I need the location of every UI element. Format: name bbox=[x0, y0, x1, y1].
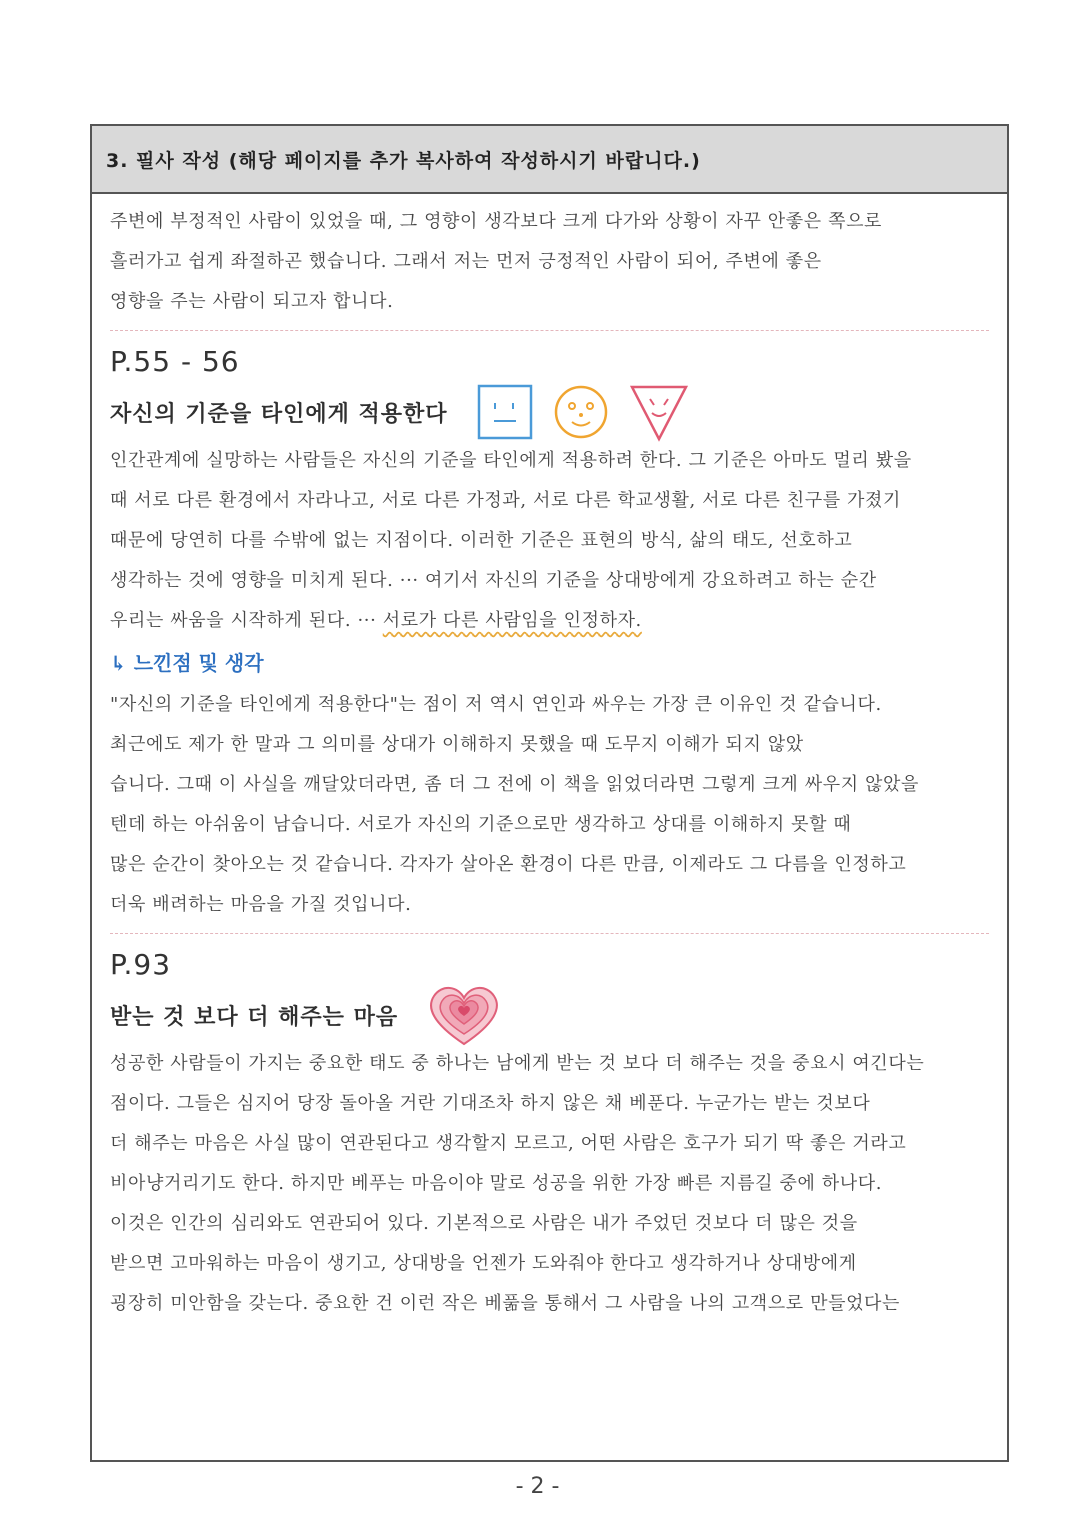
content-area bbox=[92, 194, 1007, 1324]
section-header: 3. 필사 작성 (해당 페이지를 추가 복사하여 작성하시기 바랍니다.) bbox=[92, 126, 1007, 194]
reflection-line: "자신의 기준을 타인에게 적용한다"는 점이 저 역시 연인과 싸우는 가장 큰 이유인 것 같습니다. bbox=[110, 694, 882, 715]
reflection-label: ↳ 느낀점 및 생각 bbox=[110, 651, 264, 675]
triangle-face-icon bbox=[628, 381, 690, 443]
quote-line: 성공한 사람들이 가지는 중요한 태도 중 하나는 남에게 받는 것 보다 더 해주는 것을 중요시 여긴다는 bbox=[110, 1053, 925, 1074]
quote-line: 때문에 당연히 다를 수밖에 없는 지점이다. 이러한 기준은 표현의 방식, 삶의 태도, 선호하고 bbox=[110, 530, 853, 551]
page-reference: P.55 - 56 bbox=[110, 345, 240, 378]
reflection-line: 습니다. 그때 이 사실을 깨달았더라면, 좀 더 그 전에 이 책을 읽었더라면 그렇게 크게 싸우지 않았을 bbox=[110, 774, 919, 795]
face-doodles bbox=[476, 381, 690, 443]
heart-icon bbox=[424, 980, 504, 1050]
quote-line bbox=[110, 601, 989, 641]
quote-line: 비아냥거리기도 한다. 하지만 베푸는 마음이야 말로 성공을 위한 가장 빠른 지름길 중에 하나다. bbox=[110, 1173, 883, 1194]
quote-line: 때 서로 다른 환경에서 자라나고, 서로 다른 가정과, 서로 다른 학교생활, 서로 다른 친구를 가졌기 bbox=[110, 490, 902, 511]
reflection-line: 텐데 하는 아쉬움이 남습니다. 서로가 자신의 기준으로만 생각하고 상대를 이해하지 못할 때 bbox=[110, 814, 852, 835]
quote-line-text: 우리는 싸움을 시작하게 된다. ··· bbox=[110, 610, 383, 631]
intro-line: 흘러가고 쉽게 좌절하곤 했습니다. 그래서 저는 먼저 긍정적인 사람이 되어, 주변에 좋은 bbox=[110, 251, 822, 272]
quote-paragraph bbox=[110, 441, 989, 641]
quote-line: 받으면 고마워하는 마음이 생기고, 상대방을 언젠가 도와줘야 한다고 생각하거나 상대방에게 bbox=[110, 1253, 857, 1274]
divider bbox=[110, 933, 989, 934]
quote-line: 더 해주는 마음은 사실 많이 연관된다고 생각할지 모르고, 어떤 사람은 호구가 되기 딱 좋은 거라고 bbox=[110, 1133, 907, 1154]
square-face-icon bbox=[476, 383, 534, 441]
quote-line: 생각하는 것에 영향을 미치게 된다. ··· 여기서 자신의 기준을 상대방에게 강요하려고 하는 순간 bbox=[110, 570, 877, 591]
worksheet-frame bbox=[90, 124, 1009, 1462]
section-title-row bbox=[110, 986, 989, 1044]
quote-line: 점이다. 그들은 심지어 당장 돌아올 거란 기대조차 하지 않은 채 베푼다. 누군가는 받는 것보다 bbox=[110, 1093, 871, 1114]
quote-line: 이것은 인간의 심리와도 연관되어 있다. 기본적으로 사람은 내가 주었던 것보다 더 많은 것을 bbox=[110, 1213, 858, 1234]
highlighted-phrase: 서로가 다른 사람임을 인정하자. bbox=[382, 610, 642, 631]
intro-line: 영향을 주는 사람이 되고자 합니다. bbox=[110, 291, 394, 312]
circle-face-icon bbox=[552, 383, 610, 441]
intro-line: 주변에 부정적인 사람이 있었을 때, 그 영향이 생각보다 크게 다가와 상황이 자꾸 안좋은 쪽으로 bbox=[110, 211, 883, 232]
section-title-row bbox=[110, 383, 989, 441]
divider bbox=[110, 330, 989, 331]
quote-paragraph bbox=[110, 1044, 989, 1324]
reflection-line: 최근에도 제가 한 말과 그 의미를 상대가 이해하지 못했을 때 도무지 이해가 되지 않았 bbox=[110, 734, 804, 755]
reflection-line: 많은 순간이 찾아오는 것 같습니다. 각자가 살아온 환경이 다른 만큼, 이제라도 그 다름을 인정하고 bbox=[110, 854, 907, 875]
quote-line: 굉장히 미안함을 갖는다. 중요한 건 이런 작은 베풂을 통해서 그 사람을 나의 고객으로 만들었다는 bbox=[110, 1293, 901, 1314]
page-number: - 2 - bbox=[515, 1474, 560, 1499]
reflection-line: 더욱 배려하는 마음을 가질 것입니다. bbox=[110, 894, 412, 915]
reflection-paragraph bbox=[110, 685, 989, 925]
section-title: 받는 것 보다 더 해주는 마음 bbox=[110, 1003, 399, 1030]
intro-paragraph bbox=[110, 194, 989, 322]
section-title: 자신의 기준을 타인에게 적용한다 bbox=[110, 400, 448, 427]
quote-line: 인간관계에 실망하는 사람들은 자신의 기준을 타인에게 적용하려 한다. 그 기준은 아마도 멀리 봤을 bbox=[110, 450, 912, 471]
page-reference: P.93 bbox=[110, 948, 172, 981]
